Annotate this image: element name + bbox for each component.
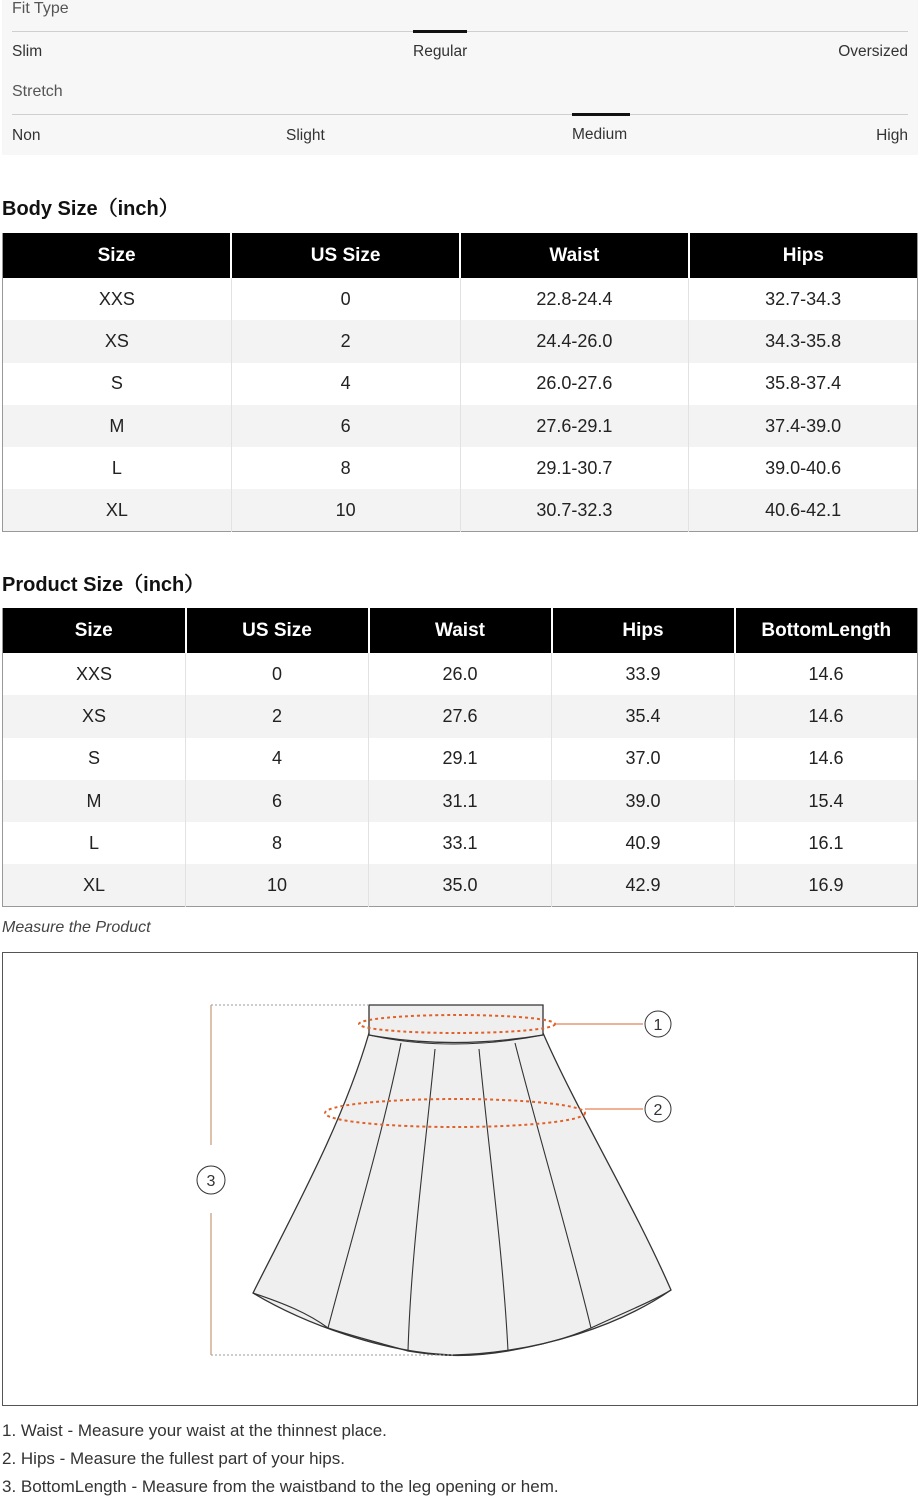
table-cell: 8 xyxy=(186,822,369,864)
table-cell: 2 xyxy=(186,695,369,737)
table-cell: S xyxy=(110,373,123,394)
skirt-waistband xyxy=(369,1005,543,1043)
fit-option-slim: Slim xyxy=(12,43,43,60)
table-cell: XL xyxy=(3,489,232,531)
table-row xyxy=(3,320,918,362)
stretch-option-non: Non xyxy=(12,127,41,144)
table-cell: 37.0 xyxy=(552,738,735,780)
table-cell: L xyxy=(111,457,122,478)
stretch-option-medium: Medium xyxy=(572,126,628,143)
skirt-body xyxy=(253,1033,671,1355)
table-cell: 26.0 xyxy=(369,653,552,695)
measure-diagram xyxy=(2,952,918,1406)
fit-stretch-panel xyxy=(2,0,918,155)
measure-note-hips: 2. Hips - Measure the fullest part of your hips. xyxy=(2,1449,345,1468)
waist-marker-label: 1 xyxy=(653,1017,663,1034)
table-cell: 30.7-32.3 xyxy=(460,489,689,531)
table-row xyxy=(3,447,918,489)
column-header: Hips xyxy=(552,607,735,653)
table-cell: L xyxy=(88,832,99,853)
table-cell: 29.1-30.7 xyxy=(460,447,689,489)
table-cell: 2 xyxy=(231,320,460,362)
fit-option-oversized: Oversized xyxy=(838,43,908,60)
table-cell: 4 xyxy=(231,363,460,405)
product-size-title: Product Size（inch） xyxy=(2,574,205,596)
column-header: BottomLength xyxy=(735,607,918,653)
table-cell: 22.8-24.4 xyxy=(460,278,689,320)
table-cell: 14.6 xyxy=(735,695,918,737)
table-cell: 16.1 xyxy=(735,822,918,864)
fit-type-selected-marker xyxy=(413,30,467,33)
column-header: Waist xyxy=(369,607,552,653)
stretch-option-high: High xyxy=(876,127,908,144)
stretch-scale-line xyxy=(12,114,908,115)
table-cell: 34.3-35.8 xyxy=(689,320,918,362)
table-cell: 40.9 xyxy=(552,822,735,864)
stretch-option-slight: Slight xyxy=(286,127,325,144)
table-cell: XL xyxy=(3,864,186,906)
table-cell: 10 xyxy=(186,864,369,906)
column-header: Waist xyxy=(460,232,689,278)
measure-note-length: 3. BottomLength - Measure from the waistband to the leg opening or hem. xyxy=(2,1477,559,1496)
table-row xyxy=(3,780,918,822)
table-cell: M xyxy=(3,780,186,822)
table-cell: XXS xyxy=(75,663,113,684)
table-row xyxy=(3,738,918,780)
table-cell: 6 xyxy=(186,780,369,822)
table-cell: 27.6 xyxy=(369,695,552,737)
table-cell: 32.7-34.3 xyxy=(689,278,918,320)
fit-option-regular: Regular xyxy=(413,43,468,60)
table-cell: 24.4-26.0 xyxy=(460,320,689,362)
table-cell: 6 xyxy=(231,405,460,447)
table-cell: 15.4 xyxy=(735,780,918,822)
stretch-title: Stretch xyxy=(12,83,63,100)
table-cell: 14.6 xyxy=(735,653,918,695)
table-cell: 8 xyxy=(231,447,460,489)
measure-note-waist: 1. Waist - Measure your waist at the thinnest place. xyxy=(2,1421,387,1440)
table-cell: 42.9 xyxy=(552,864,735,906)
table-row xyxy=(3,653,918,695)
table-cell: 4 xyxy=(186,738,369,780)
hips-marker-label: 2 xyxy=(653,1102,663,1119)
length-marker-label: 3 xyxy=(206,1173,216,1190)
table-row xyxy=(3,864,918,906)
table-cell: 39.0-40.6 xyxy=(689,447,918,489)
table-row xyxy=(3,695,918,737)
table-cell: XS xyxy=(3,695,186,737)
table-row xyxy=(3,278,918,320)
measure-caption: Measure the Product xyxy=(2,919,151,936)
body-size-title: Body Size（inch） xyxy=(2,198,179,220)
table-row xyxy=(3,489,918,531)
table-cell: S xyxy=(87,748,100,769)
table-cell: 40.6-42.1 xyxy=(689,489,918,531)
product-size-table xyxy=(2,606,918,907)
table-cell: 27.6-29.1 xyxy=(460,405,689,447)
table-row xyxy=(3,363,918,405)
table-cell: XXS xyxy=(98,288,135,309)
table-cell: 26.0-27.6 xyxy=(460,363,689,405)
table-header-row xyxy=(3,232,918,278)
stretch-selected-marker xyxy=(572,113,630,116)
table-cell: 10 xyxy=(231,489,460,531)
table-cell: 33.1 xyxy=(369,822,552,864)
column-header: Hips xyxy=(689,232,918,278)
table-row xyxy=(3,822,918,864)
table-cell: M xyxy=(3,405,232,447)
table-cell: 39.0 xyxy=(552,780,735,822)
table-cell: 37.4-39.0 xyxy=(689,405,918,447)
table-cell: 0 xyxy=(231,278,460,320)
table-cell: XS xyxy=(3,320,232,362)
table-cell: 35.0 xyxy=(369,864,552,906)
column-header: Size xyxy=(3,607,186,653)
fit-type-title: Fit Type xyxy=(12,0,69,17)
table-cell: 31.1 xyxy=(369,780,552,822)
table-header-row xyxy=(3,607,918,653)
table-cell: 16.9 xyxy=(735,864,918,906)
table-cell: 33.9 xyxy=(552,653,735,695)
table-row xyxy=(3,405,918,447)
table-cell: 14.6 xyxy=(735,738,918,780)
table-cell: 0 xyxy=(186,653,369,695)
column-header: US Size xyxy=(186,607,369,653)
table-cell: 35.8-37.4 xyxy=(689,363,918,405)
column-header: Size xyxy=(3,232,232,278)
column-header: US Size xyxy=(231,232,460,278)
table-cell: 29.1 xyxy=(369,738,552,780)
table-cell: 35.4 xyxy=(552,695,735,737)
skirt-diagram xyxy=(3,953,917,1405)
body-size-table xyxy=(2,231,918,532)
